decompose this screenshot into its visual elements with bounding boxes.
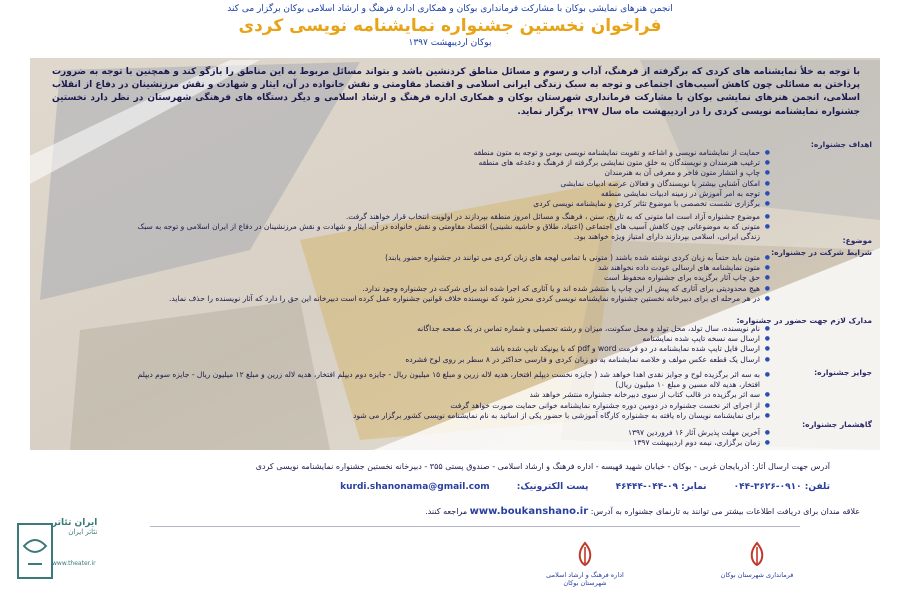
goals-list [130, 148, 770, 209]
list-item: ● توجه به امر آموزش در زمینه ادبیات نمایشی منطقه [130, 189, 770, 199]
logo-caption: فرمانداری شهرستان بوکان [720, 571, 794, 579]
list-item: ● چاپ و انتشار متون فاخر و معرفی آن به هنرمندان [130, 168, 770, 178]
poster-title: فراخوان نخستین جشنواره نمایشنامه نویسی کردی [238, 16, 662, 36]
contact-line [70, 482, 830, 492]
iran-emblem-icon [743, 540, 771, 568]
poster-header [0, 4, 900, 48]
list-item: ● برای نمایشنامه نویسان راه یافته به جشنواره کارگاه آموزشی با حضور یکی از اساتید به نام نمایشنامه نویسی کشور برگزار می شود [130, 411, 770, 421]
list-item: ● ارسال فایل تایپ شده نمایشنامه در دو فرمت word و pdf که با یونیکد تایپ شده باشد [130, 344, 770, 354]
governorate-logo [712, 540, 802, 579]
section-label-documents: مدارک لازم جهت حضور در جشنواره: [736, 316, 872, 325]
list-item: ● زمان برگزاری، نیمه دوم اردیبهشت ۱۳۹۷ [130, 438, 770, 448]
section-label-goals: اهداف جشنواره: [810, 140, 872, 149]
email-label: پست الکترونیک: [516, 482, 589, 492]
website-line [60, 506, 860, 517]
organizer-line: انجمن هنرهای نمایشی بوکان با مشارکت فرمانداری بوکان و همکاری اداره فرهنگ و ارشاد اسلامی بوکان برگزار می کند [227, 4, 673, 14]
ershad-logo [540, 540, 630, 587]
fax-number: نمابر: ۰۹-۰۴۴-۴۶۴۴۴ [615, 482, 707, 492]
list-item: ● ترغیب هنرمندان و نویسندگان به خلق متون نمایشی برگرفته از فرهنگ و دغدغه های منطقه [130, 158, 770, 168]
list-item: ● برگزاری نشست تخصصی با موضوع تئاتر کردی و نمایشنامه نویسی کردی [130, 199, 770, 209]
list-item: ● حق چاپ آثار برگزیده برای جشنواره محفوظ است [130, 273, 770, 283]
list-item: ● هیچ محدودیتی برای آثاری که پیش از این چاپ یا منتشر شده اند و یا آثاری که اجرا شده اند برای شرکت در جشنواره وجود ندارد. [130, 284, 770, 294]
watermark-name: ایران تئاتر تئاتر ایران [52, 518, 98, 536]
list-item: ● متون نمایشنامه های ارسالی عودت داده نخواهند شد [130, 263, 770, 273]
list-item: ● متونی که به موضوعاتی چون کاهش آسیب های اجتماعی (اعتیاد، طلاق و حاشیه نشینی) اقتصاد مقاومتی و نقش خانواده در آن، ایثار و شهادت و نقش مرزنشینان در دفاع از ایران اسلامی و توجه به سبک زندگی ایرانی، اسلامی بپردازند دارای امتیاز ویژه خواهند بود. [130, 222, 770, 242]
prizes-list [130, 370, 770, 421]
section-label-subject: موضوع: [842, 236, 872, 245]
list-item: ● امکان آشنایی بیشتر با نویسندگان و فعالان عرصه ادبیات نمایشی [130, 179, 770, 189]
list-item: ● به سه اثر برگزیده لوح و جوایز نقدی اهدا خواهد شد ( جایزه نخست دیپلم افتخار، هدیه لاله زرین و مبلغ ۱۵ میلیون ریال - جایزه دوم دیپلم افتخار، هدیه لاله زرین و مبلغ ۱۲ میلیون ریال - جایزه سوم دیپلم افتخار، هدیه لاله مسین و مبلغ ۱۰ میلیون ریال) [130, 370, 770, 390]
list-item: ● متون باید حتماً به زبان کردی نوشته شده باشند ( متونی با تمامی لهجه های زبان کردی می توانند در جشنواره حضور یابند) [130, 253, 770, 263]
list-item: ● نام نویسنده، سال تولد، محل تولد و محل سکونت، میزان و رشته تحصیلی و شماره تماس در یک صفحه جداگانه [130, 324, 770, 334]
phone-number: تلفن: ۰۹۱۰-۳۶۲۶-۰۴۴ [733, 482, 830, 492]
list-item: ● در هر مرحله ای برای دبیرخانه نخستین جشنواره نمایشنامه نویسی کردی محرز شود که نویسنده خلاف قوانین جشنواره عمل کرده است دبیرخانه این حق را دارد که آثار نویسنده را حذف نماید. [130, 294, 770, 304]
subject-list [130, 212, 770, 243]
list-item: ● حمایت از نمایشنامه نویسی و اشاعه و تقویت نمایشنامه نویسی بومی و توجه به متون منطقه [130, 148, 770, 158]
timeline-list [130, 428, 770, 448]
footer-divider [150, 526, 800, 527]
logo-caption: اداره فرهنگ و ارشاد اسلامی شهرستان بوکان [546, 571, 624, 587]
website-suffix: مراجعه کنند. [425, 507, 468, 516]
documents-list [130, 324, 770, 365]
list-item: ● ارسال یک قطعه عکس مولف و خلاصه نمایشنامه به دو زبان کردی و فارسی حداکثر در ۸ سطر بر روی لوح فشرده [130, 355, 770, 365]
list-item: ● موضوع جشنواره آزاد است اما متونی که به تاریخ، سنن ، فرهنگ و مسائل امروز منطقه بپردازند در اولویت انتخاب قرار خواهند گرفت. [130, 212, 770, 222]
website-link[interactable]: www.boukanshano.ir [469, 506, 589, 517]
intro-paragraph: با توجه به خلأ نمایشنامه های کردی که برگرفته از فرهنگ، آداب و رسوم و مسائل مناطق کردنشین باشد و بتواند مسائل مربوط به این مناطق را بازگو کند و همچنین با توجه به ضرورت پرداختن به مسائلی چون کاهش آسیب‌های اجتماعی و توجه به سبک زندگی ایرانی اسلامی و اقتصاد مقاومتی و نقش خانواده در آن، ایثار و شهادت و نقش مرزنشینان در دفاع از انقلاب اسلامی، انجمن هنرهای نمایشی بوکان با مشارکت فرمانداری شهرستان بوکان و همکاری اداره فرهنگ و ارشاد اسلامی و دیگر دستگاه های فرهنگی شهرستان در نظر دارد نخستین جشنواره نمایشنامه نویسی کردی را در اردیبهشت ماه سال ۱۳۹۷ برگزار نماید. [52, 67, 860, 117]
iran-emblem-icon [571, 540, 599, 568]
list-item: ● آخرین مهلت پذیرش آثار ۱۶ فروردین ۱۳۹۷ [130, 428, 770, 438]
list-item: ● ارسال سه نسخه تایپ شده نمایشنامه [130, 334, 770, 344]
section-label-prizes: جوایز جشنواره: [814, 368, 872, 377]
section-label-conditions: شرایط شرکت در جشنواره: [771, 248, 872, 257]
list-item: ● سه اثر برگزیده در قالب کتاب از سوی دبیرخانه جشنواره منتشر خواهد شد [130, 390, 770, 400]
email-address[interactable]: kurdi.shanonama@gmail.com [340, 482, 490, 492]
watermark-url: www.theater.ir [52, 560, 96, 567]
website-prefix: علاقه مندان برای دریافت اطلاعات بیشتر می توانند به تارنمای جشنواره به آدرس: [590, 507, 860, 516]
postal-address: آدرس جهت ارسال آثار: آذربایجان غربی - بوکان - خیابان شهید قهیسه - اداره فرهنگ و ارشاد اسلامی - صندوق پستی ۳۵۵ - دبیرخانه نخستین جشنواره نمایشنامه نویسی کردی [255, 462, 830, 471]
poster-date: بوکان اردیبهشت ۱۳۹۷ [408, 38, 492, 48]
conditions-list [130, 253, 770, 304]
section-label-timeline: گاهشمار جشنواره: [802, 420, 872, 429]
list-item: ● از اجرای اثر نخست جشنواره در دومین دوره جشنواره نمایشنامه خوانی حمایت صورت خواهد گرفت [130, 401, 770, 411]
